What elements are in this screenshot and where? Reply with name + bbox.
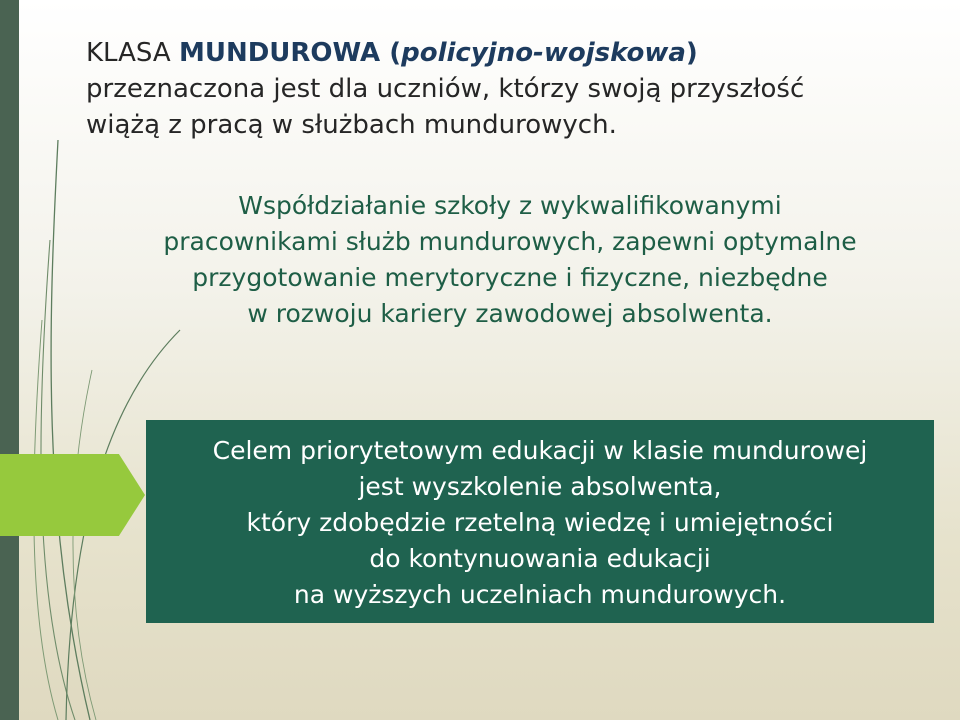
heading-line-2: przeznaczona jest dla uczniów, którzy swoją przyszłość [86, 74, 805, 104]
paragraph-line: Współdziałanie szkoły z wykwalifikowanymi [238, 191, 782, 220]
paragraph-line: pracownikami służb mundurowych, zapewni optymalne [163, 227, 857, 256]
curve-line-5 [73, 370, 96, 720]
heading-strong: MUNDUROWA ( [178, 38, 402, 68]
cooperation-paragraph [60, 188, 960, 332]
box-line: Celem priorytetowym edukacji w klasie mundurowej [212, 436, 868, 465]
goal-callout-box [146, 420, 934, 623]
paragraph-line: przygotowanie merytoryczne i fizyczne, niezbędne [192, 263, 828, 292]
paragraph-line: w rozwoju kariery zawodowej absolwenta. [247, 299, 773, 328]
green-arrow-marker [0, 454, 145, 536]
heading-block [86, 35, 926, 143]
heading-prefix: KLASA [86, 38, 179, 68]
box-line: do kontynuowania edukacji [369, 544, 711, 573]
heading-line-3: wiążą z pracą w służbach mundurowych. [86, 110, 617, 140]
box-line: który zdobędzie rzetelną wiedzę i umiejętności [246, 508, 834, 537]
box-line: jest wyszkolenie absolwenta, [358, 472, 722, 501]
box-line: na wyższych uczelniach mundurowych. [293, 580, 787, 609]
heading-italic: policyjno-wojskowa [401, 38, 686, 68]
heading-line-1 [86, 35, 926, 71]
heading-close: ) [685, 38, 698, 68]
